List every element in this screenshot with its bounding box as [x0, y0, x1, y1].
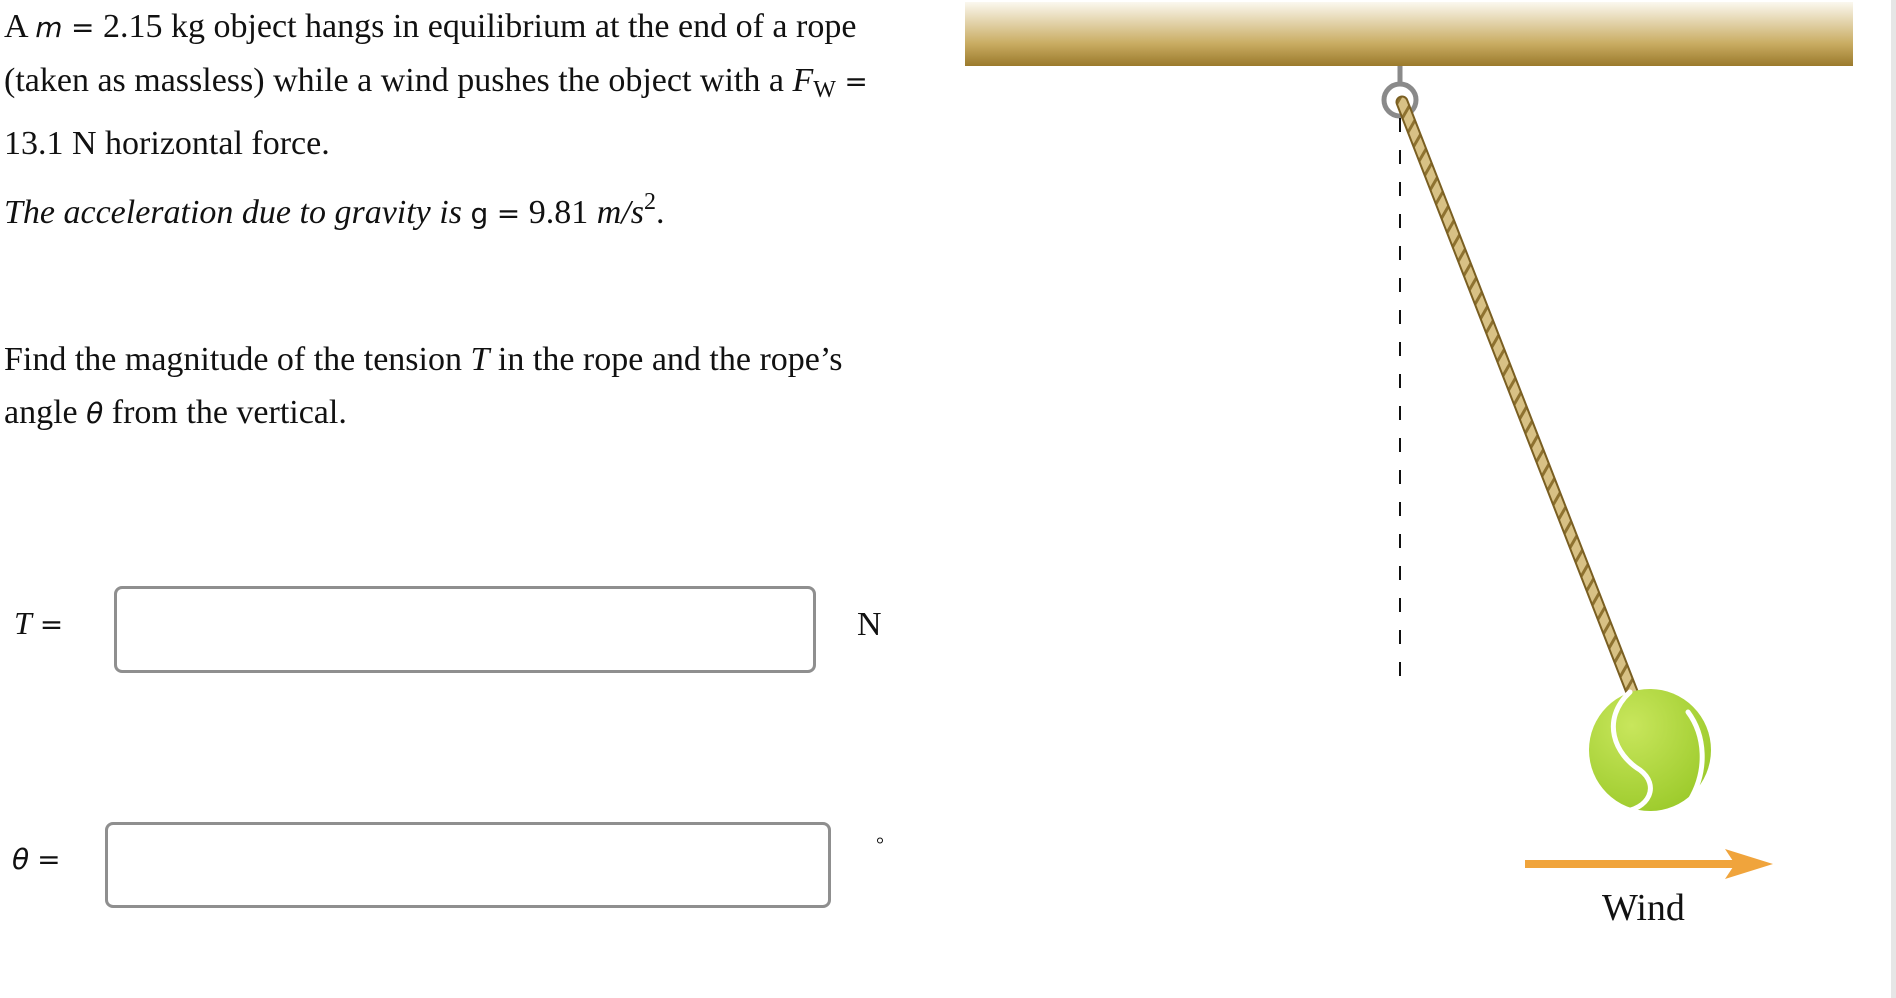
problem-paragraph-gravity — [4, 176, 904, 240]
equals-sign: = — [844, 65, 868, 98]
tension-unit: N — [857, 606, 882, 643]
ceiling-bar — [965, 2, 1853, 66]
problem-paragraph-given — [4, 0, 904, 170]
gravity-value: 9.81 — [528, 194, 589, 231]
angle-unit: ° — [876, 834, 884, 856]
tension-label-symbol: T — [14, 605, 32, 641]
period: . — [655, 194, 665, 231]
angle-label-symbol: θ — [12, 843, 30, 876]
equals-sign: = — [496, 197, 521, 230]
question-text-3: from the vertical. — [111, 394, 347, 431]
gravity-symbol: g — [470, 197, 489, 230]
scrollbar-track[interactable] — [1891, 0, 1896, 998]
text-article: A — [4, 8, 27, 45]
wind-label: Wind — [1602, 887, 1685, 929]
gravity-unit: m/s — [596, 194, 644, 231]
gravity-unit-exponent: 2 — [643, 189, 656, 215]
tension-symbol: T — [470, 341, 490, 378]
rope — [1402, 102, 1632, 692]
tension-input[interactable] — [114, 586, 816, 673]
force-text: 13.1 N horizontal force. — [4, 125, 330, 162]
mass-symbol: m — [35, 11, 63, 44]
gravity-intro: The acceleration due to gravity is — [4, 194, 462, 231]
force-symbol: F — [792, 62, 814, 99]
equals-sign: = — [70, 11, 95, 44]
tension-label — [14, 605, 63, 642]
physics-figure — [960, 0, 1860, 998]
problem-paragraph-question — [4, 333, 904, 440]
tension-label-equals: = — [39, 608, 64, 641]
angle-label — [12, 840, 61, 877]
question-text-1: Find the magnitude of the tension — [4, 341, 462, 378]
angle-input[interactable] — [105, 822, 831, 908]
wind-arrow — [1525, 849, 1773, 879]
mass-text: 2.15 kg object hangs in equilibrium at the end of a rope (taken as massless) while a wind pushes the object with a — [4, 8, 857, 99]
tennis-ball — [1589, 689, 1711, 812]
question-text-2: in the rope and the rope’s angle — [4, 341, 843, 431]
angle-label-equals: = — [37, 843, 61, 876]
theta-symbol: θ — [86, 397, 104, 430]
force-subscript: W — [813, 77, 836, 103]
